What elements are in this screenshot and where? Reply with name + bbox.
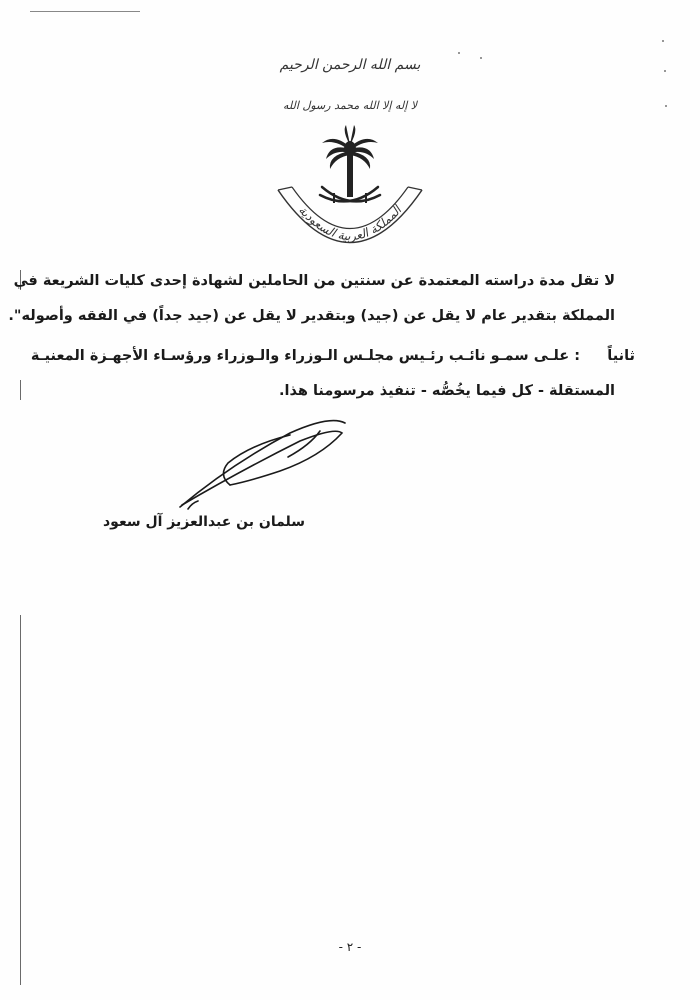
scan-artifact-line <box>30 11 140 12</box>
emblem-ribbon-text: المملكة العربية السعودية <box>295 203 405 244</box>
body-line: لا تقل مدة دراسته المعتمدة عن سنتين من الحاملين لشهادة إحدى كليات الشريعة في <box>13 273 615 289</box>
scan-artifact-line <box>20 380 21 400</box>
shahada-calligraphy: لا إله إلا الله محمد رسول الله <box>282 99 418 112</box>
scan-artifact-line <box>20 615 21 985</box>
signature-icon <box>170 405 370 515</box>
scan-artifact-dot <box>662 40 664 42</box>
body-line: المملكة بتقدير عام لا يقل عن (جيد) وبتقدير لا يقل عن (جيد جداً) في الفقه وأصوله". <box>8 308 615 324</box>
body-line: : علـى سمـو نائـب رئـيس مجلـس الـوزراء والـوزراء ورؤسـاء الأجهـزة المعنيـة <box>30 348 580 364</box>
scan-artifact-dot <box>664 70 666 72</box>
letterhead-emblem <box>250 45 450 265</box>
svg-text:المملكة العربية السعودية <box>296 202 405 243</box>
page-number: - ٢ - <box>338 940 362 954</box>
basmala-calligraphy: بسم الله الرحمن الرحيم <box>279 57 421 73</box>
scan-artifact-dot <box>665 105 667 107</box>
saudi-emblem-icon <box>250 45 450 265</box>
body-line: المستقلة - كل فيما يخُصُّه - تنفيذ مرسومنا هذا. <box>279 383 615 399</box>
scan-artifact-dot <box>480 57 482 59</box>
signatory-name: سلمان بن عبدالعزيز آل سعود <box>102 514 305 530</box>
scan-artifact-dot <box>458 52 460 54</box>
section-label: ثانياً <box>607 348 635 364</box>
signature-mark <box>170 405 370 515</box>
